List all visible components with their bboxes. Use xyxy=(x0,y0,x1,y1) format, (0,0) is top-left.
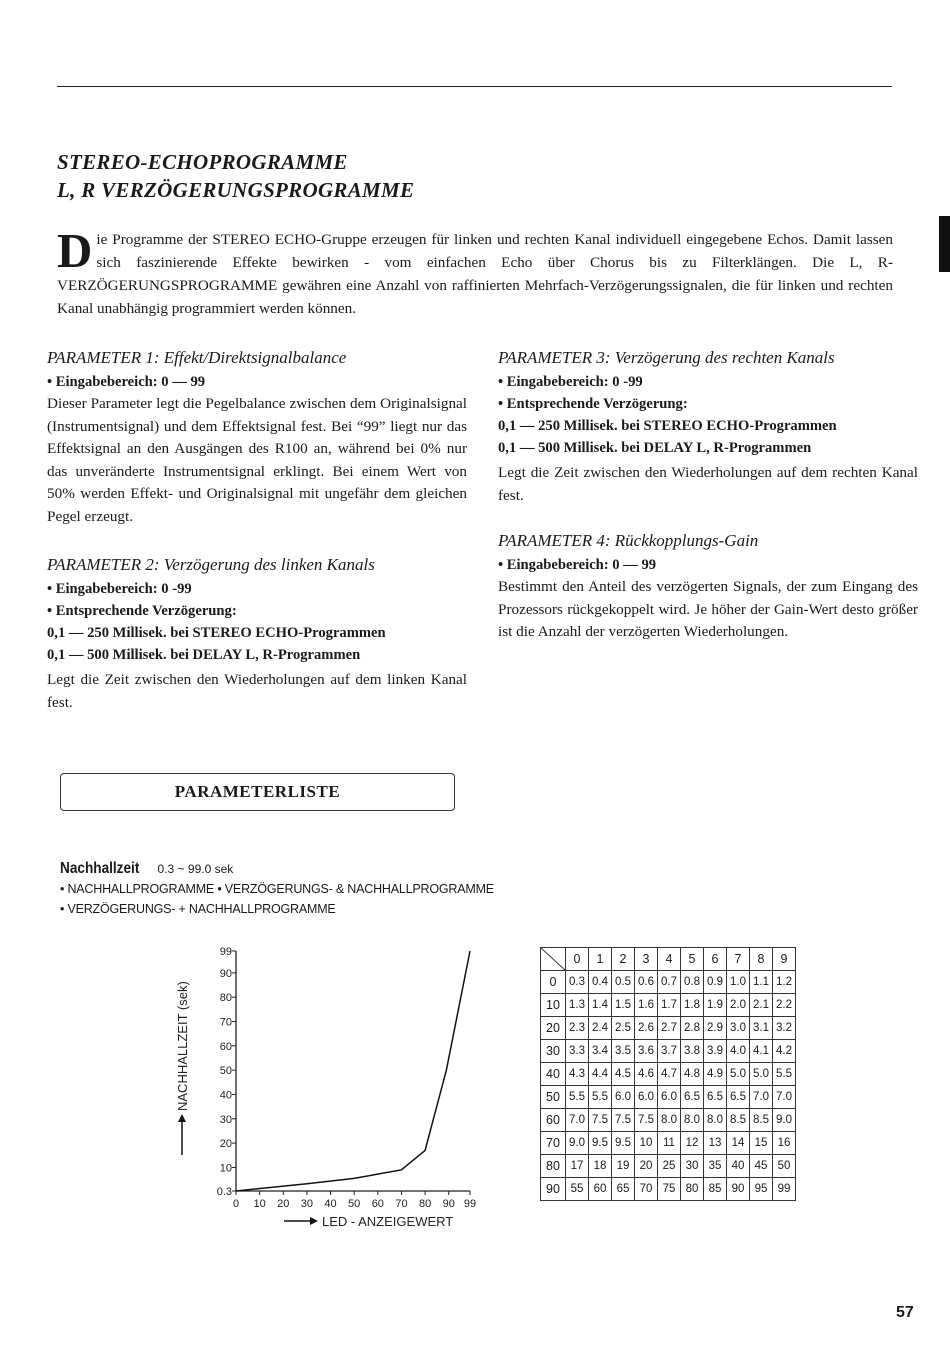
nachhallzeit-table xyxy=(540,947,796,1201)
y-tick-label: 0.3 xyxy=(216,1186,232,1198)
table-cell: 9.5 xyxy=(612,1132,635,1155)
page-title-line-2: L, R VERZÖGERUNGSPROGRAMME xyxy=(57,178,415,202)
table-cell: 80 xyxy=(681,1178,704,1201)
parameter-4-range: • Eingabebereich: 0 — 99 xyxy=(498,557,657,573)
table-cell: 7.5 xyxy=(589,1109,612,1132)
parameter-2-line-1: 0,1 — 250 Millisek. bei STEREO ECHO-Programmen xyxy=(47,625,386,641)
table-cell: 70 xyxy=(635,1178,658,1201)
top-rule xyxy=(57,86,892,87)
y-tick-label: 50 xyxy=(219,1065,232,1078)
table-cell: 2.2 xyxy=(773,994,796,1017)
parameter-2-delay-label: • Entsprechende Verzögerung: xyxy=(47,603,237,619)
nachhallzeit-chart xyxy=(150,935,510,1235)
y-axis-label: NACHHALLZEIT (sek) xyxy=(175,981,190,1111)
table-cell: 50 xyxy=(773,1155,796,1178)
x-tick-label: 30 xyxy=(300,1198,314,1210)
table-cell: 4.6 xyxy=(635,1063,658,1086)
row-header: 60 xyxy=(541,1109,566,1132)
nachhallzeit-label: Nachhallzeit xyxy=(60,860,140,877)
table-cell: 5.0 xyxy=(750,1063,773,1086)
y-tick-label: 30 xyxy=(219,1113,232,1126)
table-cell: 0.3 xyxy=(566,971,589,994)
table-cell: 17 xyxy=(566,1155,589,1178)
table-cell: 2.1 xyxy=(750,994,773,1017)
x-tick-label: 70 xyxy=(395,1198,408,1210)
x-tick-label: 90 xyxy=(442,1198,455,1210)
table-cell: 8.0 xyxy=(658,1109,681,1132)
table-cell: 75 xyxy=(658,1178,681,1201)
table-row xyxy=(541,994,796,1017)
table-cell: 4.2 xyxy=(773,1040,796,1063)
table-cell: 8.5 xyxy=(727,1109,750,1132)
row-header: 90 xyxy=(541,1178,566,1201)
parameter-3-heading: PARAMETER 3: Verzögerung des rechten Kanals xyxy=(498,348,835,367)
column-header: 0 xyxy=(566,948,589,971)
parameter-1-heading: PARAMETER 1: Effekt/Direktsignalbalance xyxy=(47,348,347,367)
table-row xyxy=(541,1132,796,1155)
table-row xyxy=(541,1178,796,1201)
table-header-row xyxy=(541,948,796,971)
table-cell: 8.5 xyxy=(750,1109,773,1132)
row-header: 30 xyxy=(541,1040,566,1063)
parameter-1-range: • Eingabebereich: 0 — 99 xyxy=(47,374,206,390)
parameter-3-text: Legt die Zeit zwischen den Wiederholungen auf dem rechten Kanal fest. xyxy=(498,464,918,504)
table-cell: 1.2 xyxy=(773,971,796,994)
table-cell: 1.5 xyxy=(612,994,635,1017)
table-cell: 0.7 xyxy=(658,971,681,994)
x-tick-label: 60 xyxy=(371,1198,384,1210)
parameter-3-delay-label: • Entsprechende Verzögerung: xyxy=(498,396,688,412)
table-cell: 1.4 xyxy=(589,994,612,1017)
table-cell: 1.6 xyxy=(635,994,658,1017)
table-row xyxy=(541,1155,796,1178)
x-tick-label: 10 xyxy=(253,1198,266,1210)
table-cell: 4.0 xyxy=(727,1040,750,1063)
parameter-3-section xyxy=(498,347,918,507)
drop-cap: D xyxy=(57,223,93,278)
row-header: 70 xyxy=(541,1132,566,1155)
table-cell: 0.5 xyxy=(612,971,635,994)
table-cell: 3.2 xyxy=(773,1017,796,1040)
table-corner-cell xyxy=(541,948,566,971)
table-cell: 16 xyxy=(773,1132,796,1155)
table-cell: 9.5 xyxy=(589,1132,612,1155)
table-row xyxy=(541,971,796,994)
table-cell: 4.4 xyxy=(589,1063,612,1086)
table-cell: 9.0 xyxy=(773,1109,796,1132)
table-cell: 13 xyxy=(704,1132,727,1155)
table-cell: 5.0 xyxy=(727,1063,750,1086)
x-tick-label: 20 xyxy=(277,1198,290,1210)
table-cell: 7.5 xyxy=(612,1109,635,1132)
table-row xyxy=(541,1063,796,1086)
column-header: 4 xyxy=(658,948,681,971)
parameter-2-heading: PARAMETER 2: Verzögerung des linken Kanals xyxy=(47,555,375,574)
y-tick-label: 80 xyxy=(219,992,232,1005)
x-tick-label: 0 xyxy=(232,1198,240,1210)
nachhallzeit-range: 0.3 ~ 99.0 sek xyxy=(157,862,234,876)
table-cell: 6.0 xyxy=(612,1086,635,1109)
parameter-3-line-2: 0,1 — 500 Millisek. bei DELAY L, R-Programmen xyxy=(498,440,812,456)
table-cell: 2.4 xyxy=(589,1017,612,1040)
table-cell: 7.0 xyxy=(773,1086,796,1109)
table-cell: 30 xyxy=(681,1155,704,1178)
x-tick-label: 50 xyxy=(348,1198,361,1210)
table-cell: 5.5 xyxy=(773,1063,796,1086)
table-cell: 2.3 xyxy=(566,1017,589,1040)
table-cell: 7.5 xyxy=(635,1109,658,1132)
table-cell: 3.5 xyxy=(612,1040,635,1063)
table-cell: 9.0 xyxy=(566,1132,589,1155)
series-line xyxy=(236,951,470,1191)
parameter-2-line-2: 0,1 — 500 Millisek. bei DELAY L, R-Programmen xyxy=(47,647,361,663)
table-cell: 85 xyxy=(704,1178,727,1201)
column-header: 7 xyxy=(727,948,750,971)
section-tab-marker xyxy=(939,216,950,272)
table-cell: 1.8 xyxy=(681,994,704,1017)
table-cell: 6.0 xyxy=(635,1086,658,1109)
table-cell: 3.7 xyxy=(658,1040,681,1063)
column-header: 9 xyxy=(773,948,796,971)
table-cell: 1.1 xyxy=(750,971,773,994)
table-cell: 2.8 xyxy=(681,1017,704,1040)
parameter-2-range: • Eingabebereich: 0 -99 xyxy=(47,581,192,597)
table-cell: 2.5 xyxy=(612,1017,635,1040)
table-cell: 25 xyxy=(658,1155,681,1178)
table-cell: 11 xyxy=(658,1132,681,1155)
table-cell: 0.4 xyxy=(589,971,612,994)
table-cell: 3.4 xyxy=(589,1040,612,1063)
page-title-line-1: STEREO-ECHOPROGRAMME xyxy=(57,150,348,174)
parameter-1-section xyxy=(47,347,467,528)
table-cell: 7.0 xyxy=(750,1086,773,1109)
table-cell: 35 xyxy=(704,1155,727,1178)
table-cell: 0.9 xyxy=(704,971,727,994)
table-cell: 14 xyxy=(727,1132,750,1155)
table-row xyxy=(541,1017,796,1040)
table-cell: 3.0 xyxy=(727,1017,750,1040)
row-header: 80 xyxy=(541,1155,566,1178)
x-label-arrowhead xyxy=(310,1217,318,1225)
y-tick-label: 40 xyxy=(219,1089,232,1102)
table-cell: 7.0 xyxy=(566,1109,589,1132)
row-header: 50 xyxy=(541,1086,566,1109)
table-cell: 3.8 xyxy=(681,1040,704,1063)
column-header: 1 xyxy=(589,948,612,971)
table-cell: 3.9 xyxy=(704,1040,727,1063)
table-cell: 4.3 xyxy=(566,1063,589,1086)
parameter-2-section xyxy=(47,554,467,714)
table-cell: 2.6 xyxy=(635,1017,658,1040)
table-cell: 4.8 xyxy=(681,1063,704,1086)
table-cell: 2.0 xyxy=(727,994,750,1017)
table-cell: 3.6 xyxy=(635,1040,658,1063)
parameter-4-heading: PARAMETER 4: Rückkopplungs-Gain xyxy=(498,531,759,550)
table-cell: 6.5 xyxy=(727,1086,750,1109)
nachhallzeit-line xyxy=(60,860,233,878)
parameter-3-line-1: 0,1 — 250 Millisek. bei STEREO ECHO-Programmen xyxy=(498,418,837,434)
column-header: 5 xyxy=(681,948,704,971)
row-header: 0 xyxy=(541,971,566,994)
table-cell: 15 xyxy=(750,1132,773,1155)
y-tick-label: 70 xyxy=(219,1016,232,1029)
x-tick-label: 99 xyxy=(463,1198,477,1210)
table-row xyxy=(541,1040,796,1063)
table-row xyxy=(541,1109,796,1132)
table-cell: 60 xyxy=(589,1178,612,1201)
table-cell: 1.7 xyxy=(658,994,681,1017)
parameter-4-section xyxy=(498,530,918,644)
table-cell: 55 xyxy=(566,1178,589,1201)
table-cell: 5.5 xyxy=(566,1086,589,1109)
table-row xyxy=(541,1086,796,1109)
table-cell: 3.1 xyxy=(750,1017,773,1040)
table-cell: 10 xyxy=(635,1132,658,1155)
y-tick-label: 90 xyxy=(219,967,232,980)
table-cell: 4.1 xyxy=(750,1040,773,1063)
row-header: 40 xyxy=(541,1063,566,1086)
table-cell: 8.0 xyxy=(681,1109,704,1132)
column-header: 8 xyxy=(750,948,773,971)
x-tick-label: 80 xyxy=(418,1198,432,1210)
y-tick-label: 10 xyxy=(219,1162,232,1175)
column-header: 3 xyxy=(635,948,658,971)
table-cell: 20 xyxy=(635,1155,658,1178)
corner-diagonal xyxy=(541,948,565,970)
column-header: 6 xyxy=(704,948,727,971)
row-header: 20 xyxy=(541,1017,566,1040)
page-number: 57 xyxy=(896,1304,914,1321)
program-bullet-1: • NACHHALLPROGRAMME • VERZÖGERUNGS- & NACHHALLPROGRAMME xyxy=(60,882,494,896)
intro-text: ie Programme der STEREO ECHO-Gruppe erzeugen für linken und rechten Kanal individuell eingegebene Echos. Damit lassen sich faszinierende Effekte bewirken - vom einfachen Echo über Chorus bis zu Filterklängen. Die L, R-VERZÖGERUNGSPROGRAMME gewähren eine Anzahl von raffinierten Mehrfach-Verzögerungssignalen, die für linken und rechten Kanal unabhängig programmiert werden können. xyxy=(57,231,893,317)
x-tick-label: 40 xyxy=(324,1198,337,1210)
column-header: 2 xyxy=(612,948,635,971)
table-cell: 90 xyxy=(727,1178,750,1201)
y-label-arrowhead xyxy=(178,1114,186,1122)
table-cell: 1.3 xyxy=(566,994,589,1017)
table-cell: 8.0 xyxy=(704,1109,727,1132)
table-cell: 1.0 xyxy=(727,971,750,994)
table-cell: 95 xyxy=(750,1178,773,1201)
table-cell: 99 xyxy=(773,1178,796,1201)
parameter-1-text: Dieser Parameter legt die Pegelbalance zwischen dem Originalsignal (Instrumentsignal) und dem Effektsignal fest. Bei “99” liegt nur das Effektsignal an den Ausgängen des R100 an, während bei 0% nur das unveränderte Instrumentsignal erklingt. Bei einem Wert von 50% werden Effekt- und Originalsignal mit ungefähr dem gleichen Pegel erzeugt. xyxy=(47,395,467,525)
y-tick-label: 20 xyxy=(219,1138,232,1151)
parameter-4-text: Bestimmt den Anteil des verzögerten Signals, der zum Eingang des Prozessors rückgekoppelt wird. Je höher der Gain-Wert desto größer ist die Anzahl der verzögerten Wiederholungen. xyxy=(498,578,918,640)
table-cell: 65 xyxy=(612,1178,635,1201)
program-bullet-2: • VERZÖGERUNGS- + NACHHALLPROGRAMME xyxy=(60,902,336,916)
x-axis-label: LED - ANZEIGEWERT xyxy=(322,1214,454,1229)
table-cell: 6.5 xyxy=(681,1086,704,1109)
table-cell: 2.9 xyxy=(704,1017,727,1040)
table-cell: 12 xyxy=(681,1132,704,1155)
table-cell: 4.5 xyxy=(612,1063,635,1086)
table-cell: 2.7 xyxy=(658,1017,681,1040)
intro-paragraph xyxy=(57,223,893,320)
table-cell: 4.9 xyxy=(704,1063,727,1086)
table-cell: 0.8 xyxy=(681,971,704,994)
table-cell: 45 xyxy=(750,1155,773,1178)
row-header: 10 xyxy=(541,994,566,1017)
y-tick-label: 99 xyxy=(219,946,232,958)
parameterliste-box: PARAMETERLISTE xyxy=(60,773,455,811)
table-cell: 0.6 xyxy=(635,971,658,994)
y-tick-label: 60 xyxy=(219,1040,232,1053)
parameter-2-text: Legt die Zeit zwischen den Wiederholungen auf dem linken Kanal fest. xyxy=(47,671,467,711)
table-cell: 1.9 xyxy=(704,994,727,1017)
table-cell: 6.0 xyxy=(658,1086,681,1109)
table-cell: 3.3 xyxy=(566,1040,589,1063)
table-cell: 4.7 xyxy=(658,1063,681,1086)
table-cell: 5.5 xyxy=(589,1086,612,1109)
parameter-3-range: • Eingabebereich: 0 -99 xyxy=(498,374,643,390)
table-cell: 18 xyxy=(589,1155,612,1178)
table-cell: 19 xyxy=(612,1155,635,1178)
table-cell: 40 xyxy=(727,1155,750,1178)
table-cell: 6.5 xyxy=(704,1086,727,1109)
